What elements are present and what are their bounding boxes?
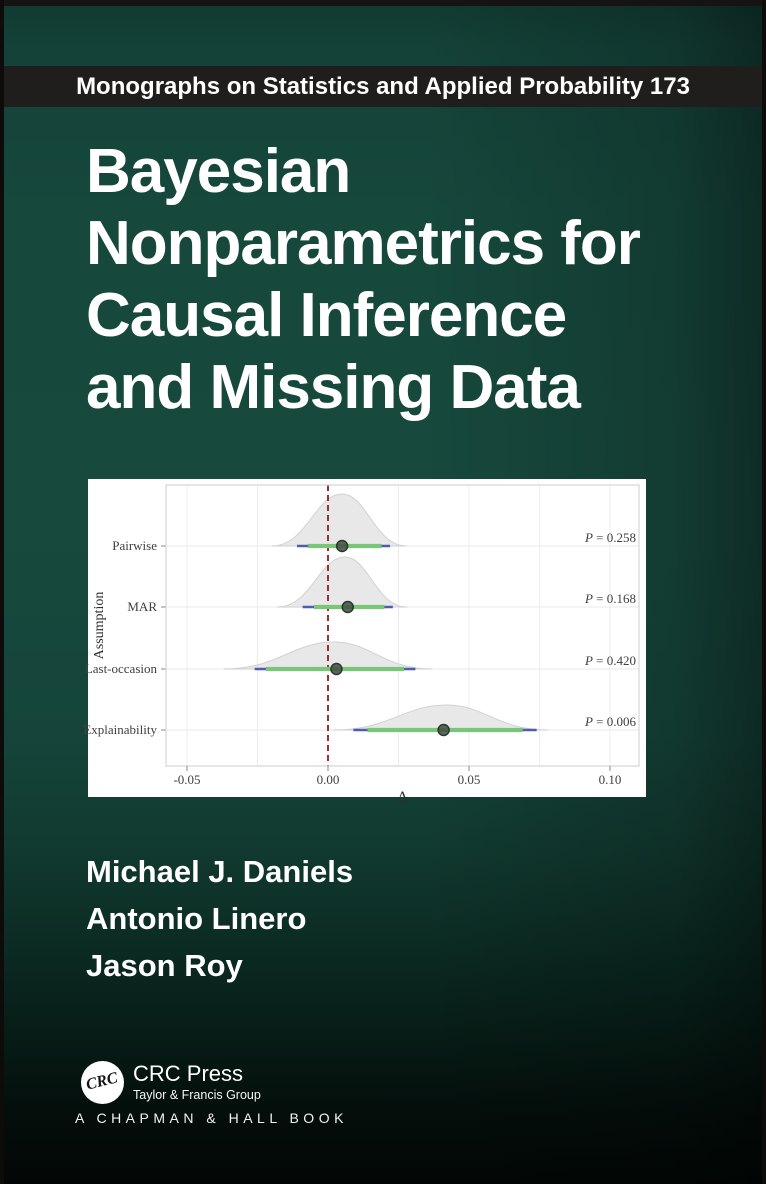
- svg-text:Last-occasion: Last-occasion: [84, 661, 157, 676]
- svg-text:MAR: MAR: [127, 599, 157, 614]
- svg-text:P = 0.168: P = 0.168: [584, 591, 636, 606]
- top-black-strip: [0, 0, 766, 6]
- title-line: Causal Inference: [86, 281, 567, 350]
- assumption-chart-svg: [83, 479, 646, 806]
- svg-text:Δ: Δ: [397, 789, 408, 806]
- author-name: Michael J. Daniels: [86, 854, 354, 889]
- title-line: and Missing Data: [86, 353, 580, 422]
- svg-text:0.05: 0.05: [457, 772, 481, 787]
- title-line: Nonparametrics for: [86, 209, 640, 278]
- author-name: Antonio Linero: [86, 901, 307, 936]
- right-edge-border: [762, 0, 766, 1184]
- svg-text:P = 0.420: P = 0.420: [584, 653, 636, 668]
- author-name: Jason Roy: [86, 948, 243, 983]
- title-line: Bayesian: [86, 137, 351, 206]
- author-list: [86, 848, 353, 989]
- svg-text:0.00: 0.00: [316, 772, 340, 787]
- svg-text:0.10: 0.10: [598, 772, 622, 787]
- svg-text:P = 0.006: P = 0.006: [584, 714, 636, 729]
- left-edge-border: [0, 0, 4, 1184]
- imprint-line: A CHAPMAN & HALL BOOK: [75, 1110, 348, 1126]
- publisher-logo-block: [81, 1059, 261, 1105]
- cover-figure: [83, 479, 646, 806]
- crc-logo-icon: [81, 1061, 124, 1104]
- crc-logo-text: CRC: [84, 1069, 120, 1094]
- svg-text:P = 0.258: P = 0.258: [584, 530, 636, 545]
- series-title: Monographs on Statistics and Applied Probability 173: [76, 72, 690, 100]
- svg-text:-0.05: -0.05: [173, 772, 201, 787]
- publisher-group: Taylor & Francis Group: [133, 1088, 261, 1102]
- svg-text:Pairwise: Pairwise: [112, 538, 157, 553]
- publisher-wordmark: [133, 1062, 261, 1102]
- book-title: [86, 136, 726, 424]
- svg-text:Explainability: Explainability: [83, 722, 157, 737]
- series-banner: [0, 66, 766, 107]
- publisher-name: CRC Press: [133, 1061, 244, 1086]
- svg-text:Assumption: Assumption: [92, 591, 107, 660]
